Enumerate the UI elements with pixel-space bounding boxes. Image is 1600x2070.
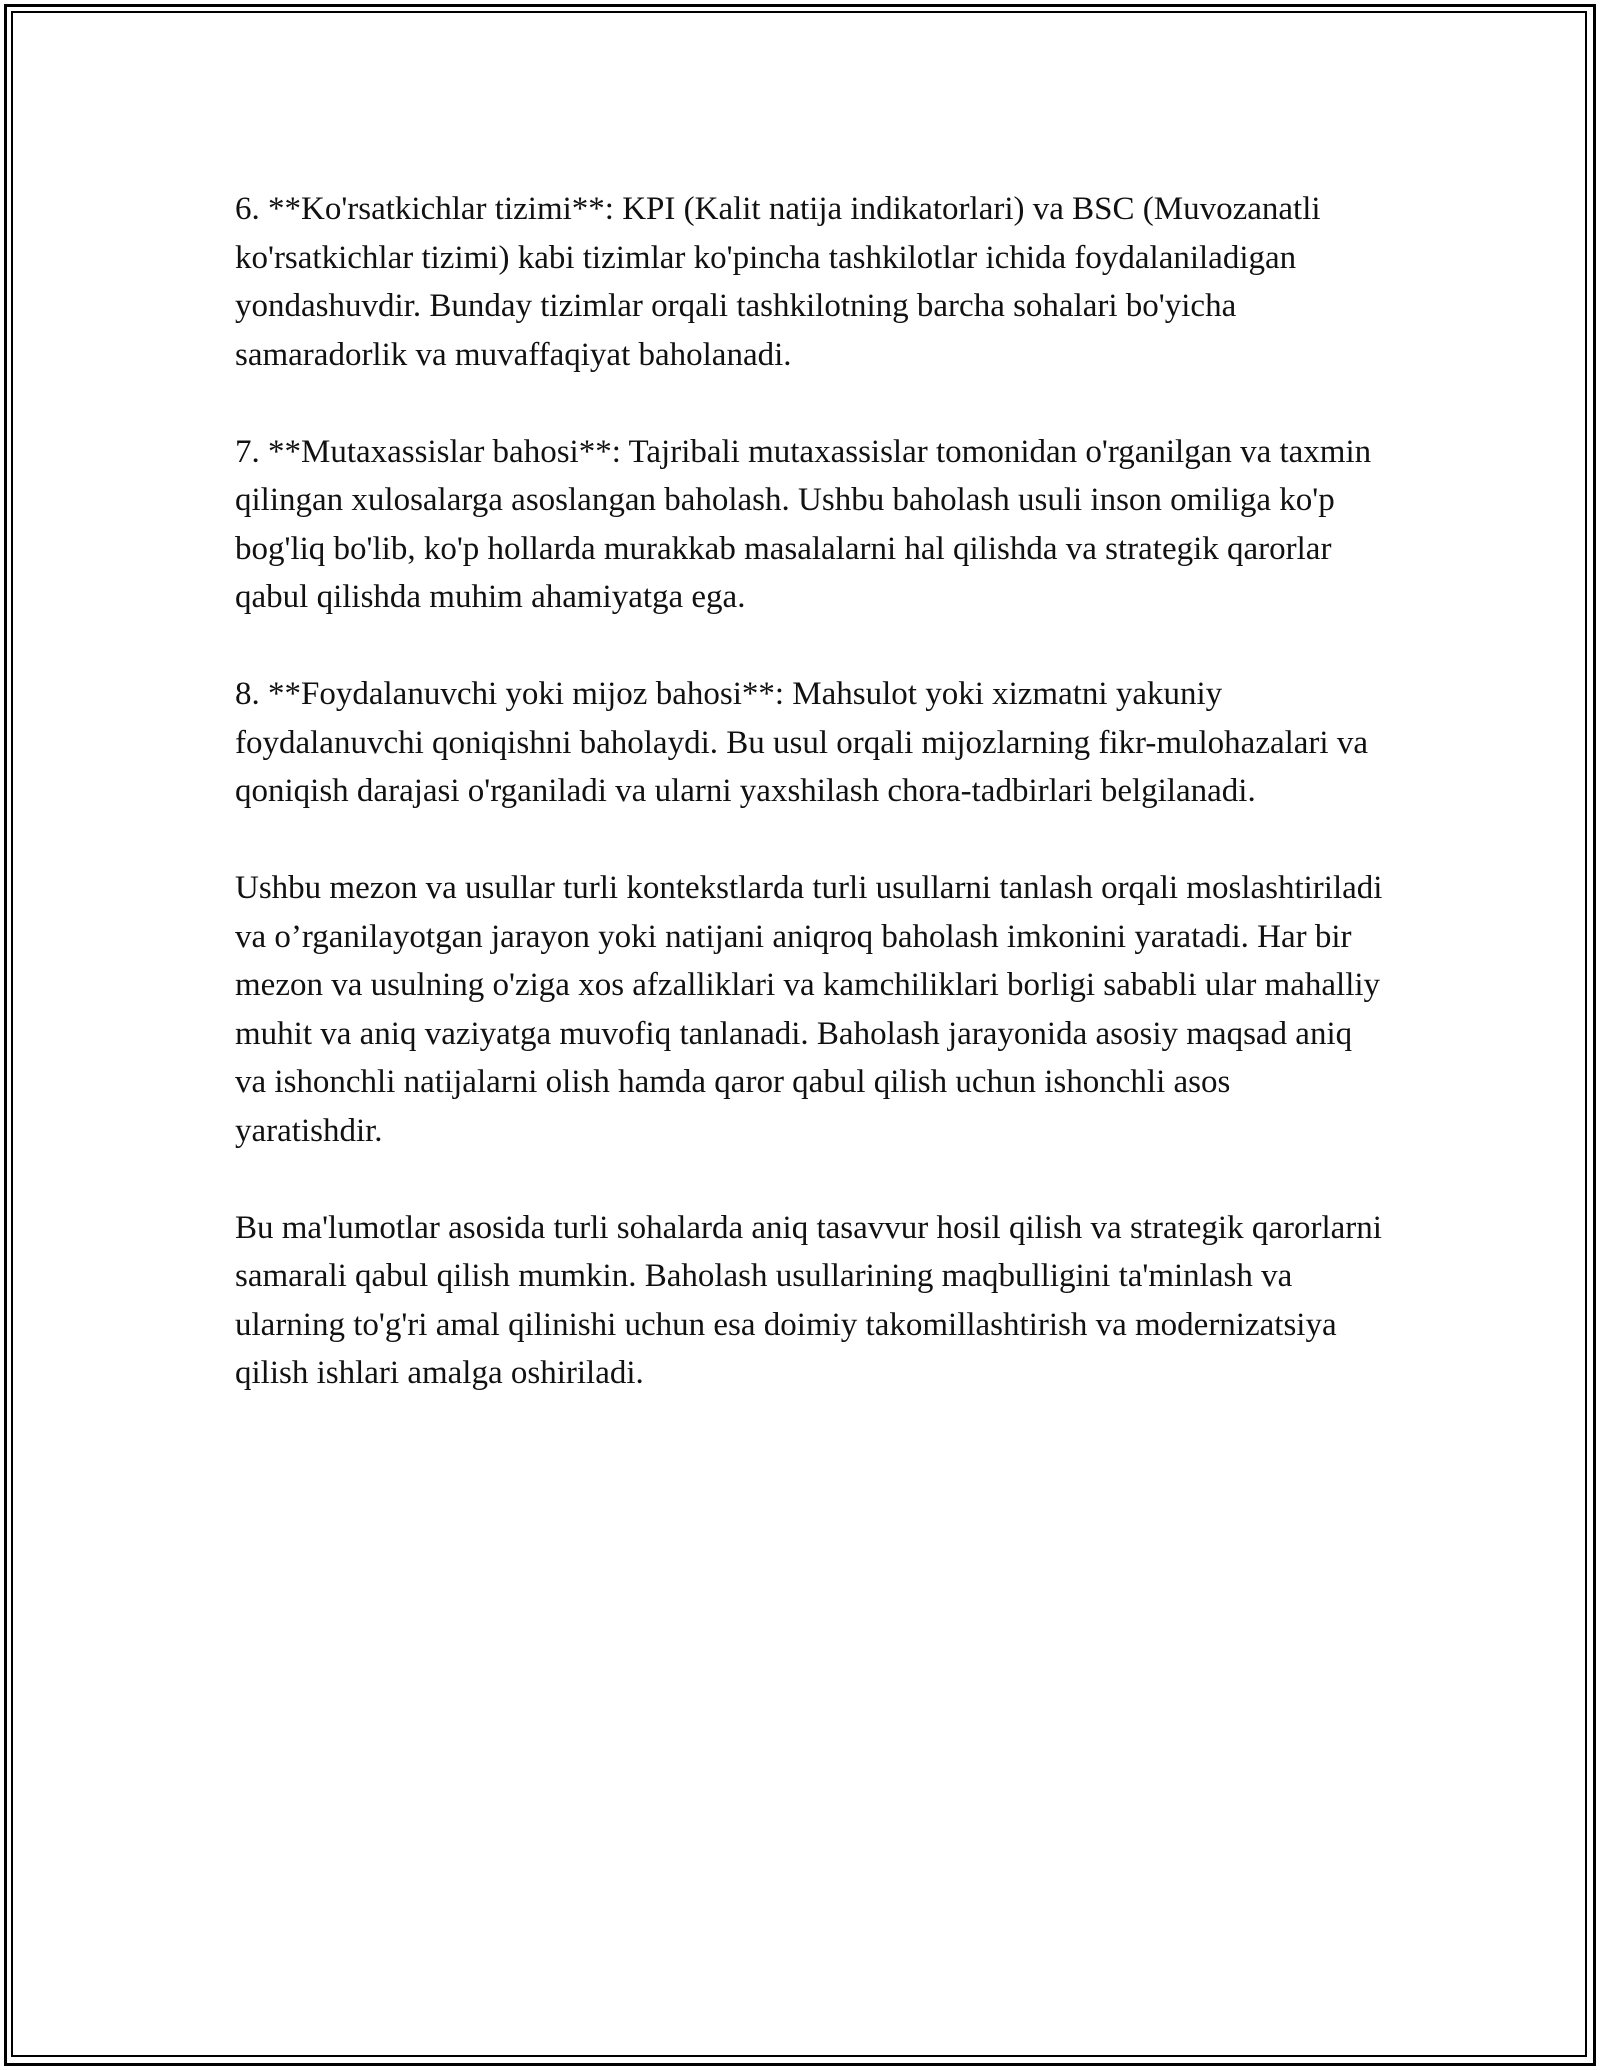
paragraph-conclusion: Bu ma'lumotlar asosida turli sohalarda aniq tasavvur hosil qilish va strategik qarorlarni samarali qabul qilish mumkin. Baholash usullarining maqbulligini ta'minlash va ularning to'g'ri amal qilinishi uchun esa doimiy takomillashtirish va modernizatsiya qilish ishlari amalga oshiriladi. — [235, 1209, 1382, 1391]
paragraph-customer-assessment: 8. **Foydalanuvchi yoki mijoz bahosi**: Mahsulot yoki xizmatni yakuniy foydalanuvchi qoniqishni baholaydi. Bu usul orqali mijozlarning fikr-mulohazalari va qoniqish darajasi o'rganiladi va ularni yaxshilash chora-tadbirlari belgilanadi. — [235, 676, 1368, 809]
paragraph-expert-assessment: 7. **Mutaxassislar bahosi**: Tajribali mutaxassislar tomonidan o'rganilgan va taxmin qilingan xulosalarga asoslangan baholash. Ushbu baholash usuli inson omiliga ko'p bog'liq bo'lib, ko'p hollarda murakkab masalalarni hal qilishda va strategik qarorlar qabul qilishda muhim ahamiyatga ega. — [235, 433, 1372, 615]
document-body — [235, 185, 1385, 1446]
paragraph-methods-summary: Ushbu mezon va usullar turli kontekstlarda turli usullarni tanlash orqali moslashtiriladi va o’rganilayotgan jarayon yoki natijani aniqroq baholash imkonini yaratadi. Har bir mezon va usulning o'ziga xos afzalliklari va kamchiliklari borligi sababli ular mahalliy muhit va aniq vaziyatga muvofiq tanlanadi. Baholash jarayonida asosiy maqsad aniq va ishonchli natijalarni olish hamda qaror qabul qilish uchun ishonchli asos yaratishdir. — [235, 870, 1383, 1149]
paragraph-kpi-indicators: 6. **Ko'rsatkichlar tizimi**: KPI (Kalit natija indikatorlari) va BSC (Muvozanatli ko'rsatkichlar tizimi) kabi tizimlar ko'pincha tashkilotlar ichida foydalaniladigan yondashuvdir. Bunday tizimlar orqali tashkilotning barcha sohalari bo'yicha samaradorlik va muvaffaqiyat baholanadi. — [235, 191, 1321, 373]
